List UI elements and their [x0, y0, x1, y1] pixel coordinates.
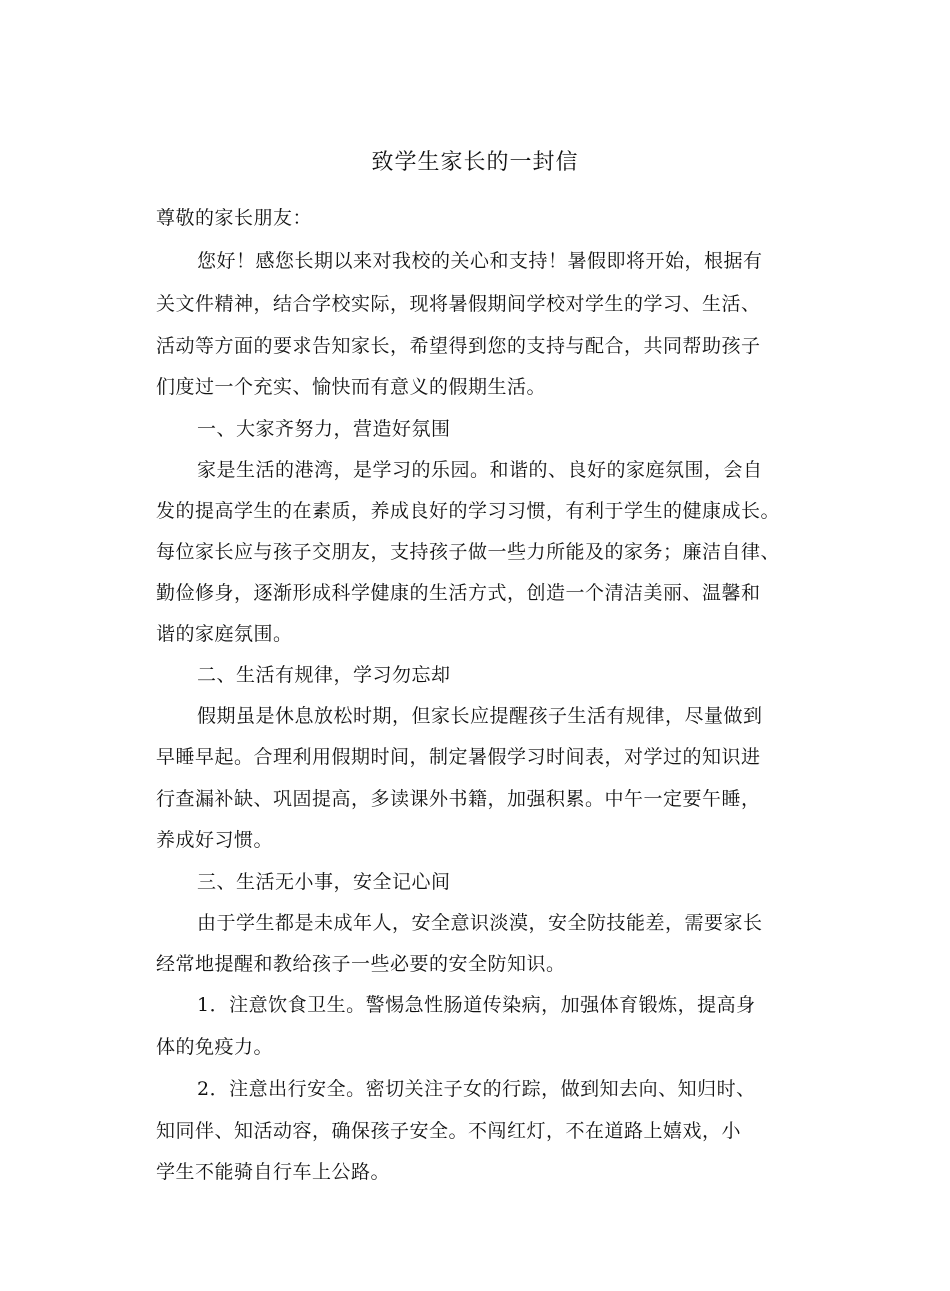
letter-title: 致学生家长的一封信	[371, 150, 579, 175]
body-line: 您好！感您长期以来对我校的关心和支持！暑假即将开始，根据有	[197, 250, 763, 272]
body-line: 关文件精神，结合学校实际，现将暑假期间学校对学生的学习、生活、	[156, 293, 761, 315]
body-line: 知同伴、知活动容，确保孩子安全。不闯红灯，不在道路上嬉戏，小	[156, 1120, 742, 1142]
list-item-2: 2．注意出行安全。密切关注子女的行踪，做到知去向、知归时、	[197, 1078, 756, 1100]
section-heading-2: 二、生活有规律，学习勿忘却	[197, 664, 451, 686]
body-line: 行查漏补缺、巩固提高，多读课外书籍，加强积累。中午一定要午睡，	[156, 788, 761, 810]
body-line: 家是生活的港湾，是学习的乐园。和谐的、良好的家庭氛围，会自	[197, 459, 763, 481]
body-line: 养成好习惯。	[156, 829, 274, 851]
body-line: 由于学生都是未成年人，安全意识淡漠，安全防技能差，需要家长	[197, 912, 763, 934]
body-line: 谐的家庭氛围。	[156, 623, 293, 645]
section-heading-3: 三、生活无小事，安全记心间	[197, 871, 451, 893]
body-line: 们度过一个充实、愉快而有意义的假期生活。	[156, 376, 547, 398]
section-heading-1: 一、大家齐努力，营造好氛围	[197, 418, 451, 440]
body-line: 体的免疫力。	[156, 1036, 274, 1058]
list-item-1: 1．注意饮食卫生。警惕急性肠道传染病，加强体育锻炼，提高身	[197, 994, 756, 1016]
body-line: 学生不能骑自行车上公路。	[156, 1161, 391, 1183]
body-line: 活动等方面的要求告知家长，希望得到您的支持与配合，共同帮助孩子	[156, 335, 761, 357]
body-line: 假期虽是休息放松时期，但家长应提醒孩子生活有规律，尽量做到	[197, 705, 763, 727]
salutation: 尊敬的家长朋友：	[156, 207, 313, 229]
body-line: 经常地提醒和教给孩子一些必要的安全防知识。	[156, 953, 566, 975]
body-line: 每位家长应与孩子交朋友，支持孩子做一些力所能及的家务；廉洁自律、	[156, 541, 781, 563]
body-line: 发的提高学生的在素质，养成良好的学习习惯，有利于学生的健康成长。	[156, 500, 781, 522]
body-line: 勤俭修身，逐渐形成科学健康的生活方式，创造一个清洁美丽、温馨和	[156, 582, 761, 604]
body-line: 早睡早起。合理利用假期时间，制定暑假学习时间表，对学过的知识进	[156, 746, 761, 768]
